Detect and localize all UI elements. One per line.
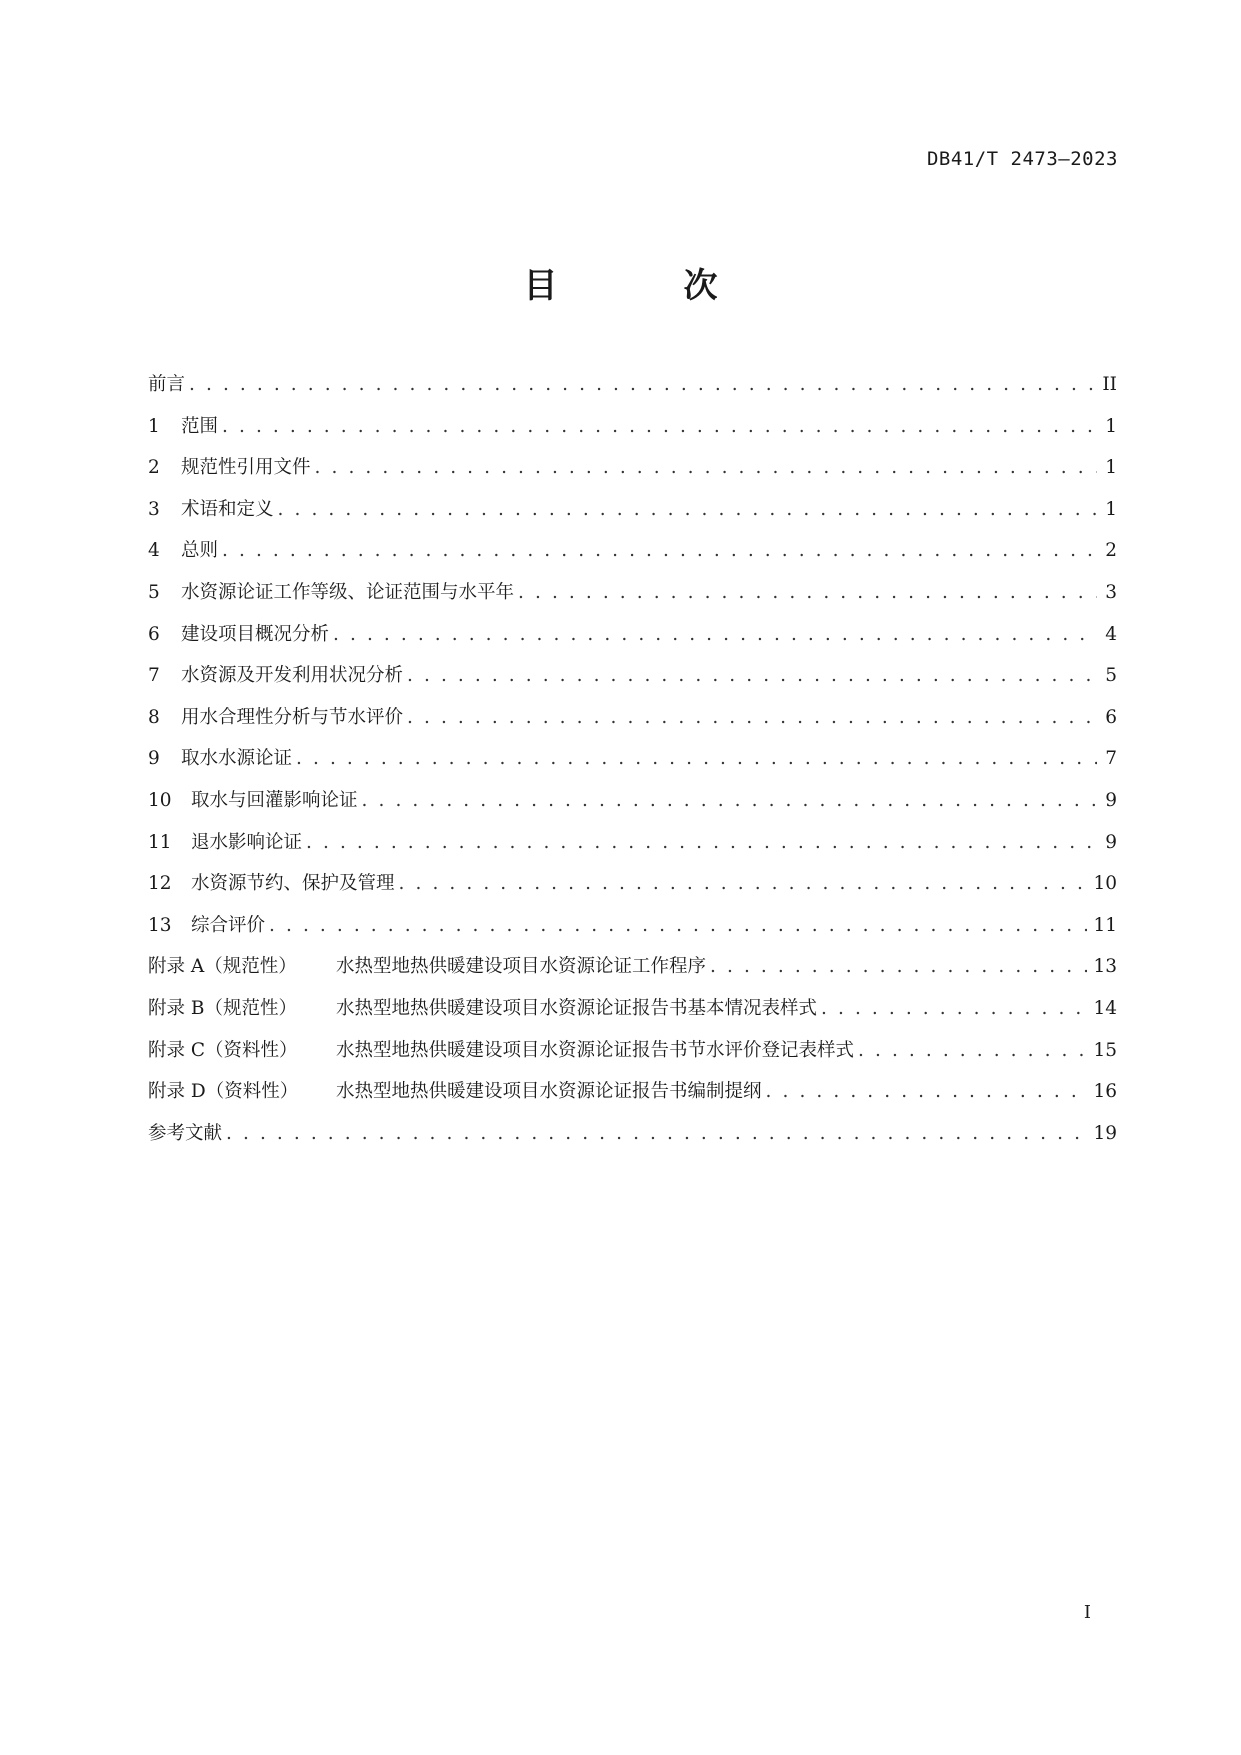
toc-entry-appendix[interactable]	[148, 1077, 1117, 1119]
toc-entry[interactable]	[148, 1119, 1117, 1161]
toc-entry-number: 10	[148, 789, 172, 811]
toc-entry-page: 3	[1105, 581, 1117, 603]
toc-entry-label: 规范性引用文件	[181, 457, 311, 479]
toc-entry[interactable]	[148, 911, 1117, 953]
toc-entry-label: 水热型地热供暖建设项目水资源论证工作程序	[336, 956, 707, 978]
toc-entry[interactable]	[148, 620, 1117, 662]
toc-leader-dots	[222, 540, 1097, 561]
toc-entry-number: 5	[148, 581, 160, 603]
toc-entry-page: 1	[1105, 457, 1117, 479]
table-of-contents	[148, 370, 1117, 1160]
toc-entry-label: 取水水源论证	[181, 748, 293, 770]
toc-leader-dots	[362, 790, 1097, 811]
toc-leader-dots	[407, 665, 1097, 686]
toc-leader-dots	[315, 457, 1097, 478]
toc-entry-page: 14	[1093, 997, 1117, 1019]
toc-entry-page: 11	[1093, 914, 1117, 936]
toc-entry-page: 10	[1093, 873, 1117, 895]
toc-entry-number: 11	[148, 831, 172, 853]
toc-entry-page: 19	[1093, 1122, 1117, 1144]
toc-entry-number: 2	[148, 457, 160, 479]
toc-entry-label: 建设项目概况分析	[181, 623, 330, 645]
toc-entry-label: 水资源及开发利用状况分析	[181, 665, 404, 687]
toc-entry-appendix[interactable]	[148, 994, 1117, 1036]
toc-entry-number: 6	[148, 623, 160, 645]
toc-entry-page: 7	[1105, 748, 1117, 770]
toc-entry-page: 15	[1093, 1039, 1117, 1061]
toc-leader-dots	[269, 915, 1087, 936]
toc-entry-number: 13	[148, 914, 172, 936]
toc-entry[interactable]	[148, 786, 1117, 828]
toc-entry-label: 水热型地热供暖建设项目水资源论证报告书节水评价登记表样式	[336, 1039, 855, 1061]
toc-entry-label: 水资源节约、保护及管理	[191, 873, 395, 895]
toc-leader-dots	[296, 748, 1097, 769]
toc-entry-page: II	[1102, 374, 1117, 395]
toc-entry-number: 8	[148, 706, 160, 728]
toc-entry-label: 水资源论证工作等级、论证范围与水平年	[181, 581, 515, 603]
toc-leader-dots	[333, 624, 1097, 645]
toc-entry-page: 5	[1105, 665, 1117, 687]
toc-entry[interactable]	[148, 661, 1117, 703]
toc-appendix-prefix: 附录 C（资料性）	[148, 1039, 298, 1061]
toc-entry[interactable]	[148, 370, 1117, 412]
toc-appendix-prefix: 附录 B（规范性）	[148, 997, 297, 1019]
toc-entry-number: 7	[148, 665, 160, 687]
toc-entry[interactable]	[148, 744, 1117, 786]
toc-appendix-prefix: 附录 A（规范性）	[148, 956, 297, 978]
page-title: 目 次	[523, 266, 764, 306]
document-code: DB41/T 2473—2023	[926, 148, 1118, 170]
toc-entry-label: 取水与回灌影响论证	[191, 789, 358, 811]
toc-leader-dots	[407, 707, 1097, 728]
toc-entry-page: 13	[1093, 956, 1117, 978]
toc-leader-dots	[306, 832, 1097, 853]
toc-entry-label: 术语和定义	[181, 498, 274, 520]
toc-entry-number: 4	[148, 540, 160, 562]
toc-entry-page: 6	[1105, 706, 1117, 728]
page-number: I	[1083, 1602, 1091, 1623]
toc-entry[interactable]	[148, 578, 1117, 620]
toc-leader-dots	[710, 956, 1087, 977]
toc-entry-page: 16	[1093, 1081, 1117, 1103]
toc-entry-label: 前言	[148, 374, 186, 395]
toc-entry-appendix[interactable]	[148, 1036, 1117, 1078]
toc-leader-dots	[278, 499, 1097, 520]
toc-entry[interactable]	[148, 536, 1117, 578]
toc-entry-number: 3	[148, 498, 160, 520]
toc-entry[interactable]	[148, 869, 1117, 911]
toc-entry-label: 退水影响论证	[191, 831, 303, 853]
toc-entry-label: 总则	[181, 540, 219, 562]
toc-entry-page: 2	[1105, 540, 1117, 562]
toc-leader-dots	[399, 873, 1088, 894]
toc-entry-label: 范围	[181, 415, 219, 437]
toc-entry-page: 9	[1105, 789, 1117, 811]
toc-entry-appendix[interactable]	[148, 952, 1117, 994]
toc-appendix-prefix: 附录 D（资料性）	[148, 1081, 299, 1103]
toc-entry-label: 水热型地热供暖建设项目水资源论证报告书编制提纲	[336, 1081, 762, 1103]
toc-entry-page: 1	[1105, 498, 1117, 520]
toc-entry-label: 用水合理性分析与节水评价	[181, 706, 404, 728]
toc-leader-dots	[821, 998, 1087, 1019]
toc-entry-number: 1	[148, 415, 160, 437]
toc-entry-page: 4	[1105, 623, 1117, 645]
toc-entry-number: 12	[148, 873, 172, 895]
toc-entry[interactable]	[148, 495, 1117, 537]
toc-entry-label: 参考文献	[148, 1122, 223, 1144]
toc-entry-page: 9	[1105, 831, 1117, 853]
toc-entry-page: 1	[1105, 415, 1117, 437]
toc-entry-label: 水热型地热供暖建设项目水资源论证报告书基本情况表样式	[336, 997, 818, 1019]
toc-entry-label: 综合评价	[191, 914, 266, 936]
toc-entry-number: 9	[148, 748, 160, 770]
toc-leader-dots	[518, 582, 1097, 603]
toc-leader-dots	[222, 416, 1097, 437]
toc-leader-dots	[189, 374, 1096, 395]
toc-entry[interactable]	[148, 412, 1117, 454]
toc-leader-dots	[766, 1081, 1088, 1102]
toc-entry[interactable]	[148, 703, 1117, 745]
toc-leader-dots	[858, 1040, 1087, 1061]
toc-leader-dots	[226, 1123, 1087, 1144]
toc-entry[interactable]	[148, 453, 1117, 495]
toc-entry[interactable]	[148, 828, 1117, 870]
